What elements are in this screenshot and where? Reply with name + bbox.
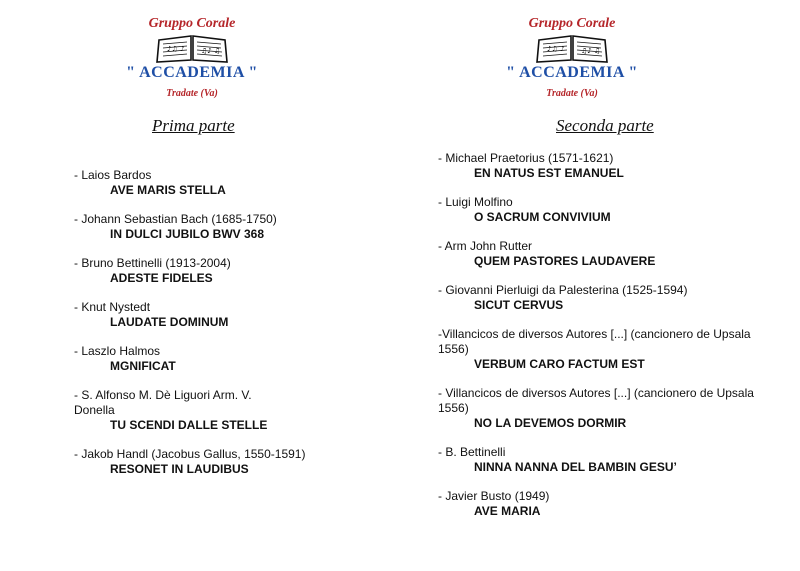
- svg-text:♪♫ ♪: ♪♫ ♪: [547, 45, 565, 53]
- logo-group-text: Gruppo Corale: [148, 16, 236, 31]
- composer: - Luigi Molfino: [438, 195, 513, 209]
- piece-title: VERBUM CARO FACTUM EST: [474, 357, 645, 371]
- composer: - S. Alfonso M. Dè Liguori Arm. V. Donella: [74, 388, 252, 417]
- program-entry: [438, 239, 768, 269]
- choir-logo: [112, 16, 272, 100]
- program-list: [74, 168, 404, 491]
- piece-title: TU SCENDI DALLE STELLE: [110, 418, 268, 432]
- program-entry: [438, 283, 768, 313]
- composer: - Knut Nystedt: [74, 300, 151, 314]
- composer: - Laszlo Halmos: [74, 344, 161, 358]
- svg-text:♪♫ ♪: ♪♫ ♪: [167, 45, 185, 53]
- composer: - Javier Busto (1949): [438, 489, 550, 503]
- svg-text:♫♪ ♫: ♫♪ ♫: [581, 47, 601, 55]
- part-title: Prima parte: [152, 116, 235, 135]
- piece-title: O SACRUM CONVIVIUM: [474, 210, 611, 224]
- composer: - Bruno Bettinelli (1913-2004): [74, 256, 231, 270]
- program-entry: [438, 489, 768, 519]
- program-entry: [74, 256, 404, 286]
- program-entry: [74, 168, 404, 198]
- piece-title: IN DULCI JUBILO BWV 368: [110, 227, 265, 241]
- piece-title: AVE MARIA: [474, 504, 541, 518]
- program-entry: [438, 445, 768, 475]
- part-title: Seconda parte: [556, 116, 654, 135]
- program-entry: [74, 447, 314, 477]
- composer: - Arm John Rutter: [438, 239, 533, 253]
- composer: - Johann Sebastian Bach (1685-1750): [74, 212, 277, 226]
- logo-city: Tradate (Va): [546, 88, 598, 99]
- open-songbook-icon: [153, 32, 231, 64]
- program-entry: [438, 327, 768, 372]
- program-entry: [438, 386, 768, 431]
- piece-title: NINNA NANNA DEL BAMBIN GESU’: [474, 460, 677, 474]
- svg-text:♫♪ ♫: ♫♪ ♫: [201, 47, 221, 55]
- composer: - B. Bettinelli: [438, 445, 506, 459]
- program-entry: [74, 388, 284, 433]
- piece-title: AVE MARIS STELLA: [110, 183, 226, 197]
- logo-group-text: Gruppo Corale: [528, 16, 616, 31]
- open-songbook-icon: [533, 32, 611, 64]
- piece-title: ADESTE FIDELES: [110, 271, 213, 285]
- composer: - Jakob Handl (Jacobus Gallus, 1550-1591): [74, 447, 306, 461]
- program-entry: [74, 344, 404, 374]
- composer: - Villancicos de diversos Autores [...] (cancionero de Upsala 1556): [438, 386, 754, 415]
- logo-choir-name: " ACCADEMIA ": [506, 64, 638, 81]
- piece-title: NO LA DEVEMOS DORMIR: [474, 416, 627, 430]
- composer: - Giovanni Pierluigi da Palesterina (1525-1594): [438, 283, 688, 297]
- program-list: [438, 151, 768, 533]
- choir-logo: [492, 16, 652, 100]
- program-entry: [438, 195, 768, 225]
- piece-title: LAUDATE DOMINUM: [110, 315, 229, 329]
- piece-title: RESONET IN LAUDIBUS: [110, 462, 249, 476]
- program-entry: [74, 212, 404, 242]
- piece-title: QUEM PASTORES LAUDAVERE: [474, 254, 656, 268]
- piece-title: SICUT CERVUS: [474, 298, 564, 312]
- composer: -Villancicos de diversos Autores [...] (cancionero de Upsala 1556): [438, 327, 751, 356]
- logo-city: Tradate (Va): [166, 88, 218, 99]
- piece-title: MGNIFICAT: [110, 359, 176, 373]
- composer: - Laios Bardos: [74, 168, 152, 182]
- logo-choir-name: " ACCADEMIA ": [126, 64, 258, 81]
- program-entry: [74, 300, 404, 330]
- program-entry: [438, 151, 768, 181]
- composer: - Michael Praetorius (1571-1621): [438, 151, 614, 165]
- piece-title: EN NATUS EST EMANUEL: [474, 166, 624, 180]
